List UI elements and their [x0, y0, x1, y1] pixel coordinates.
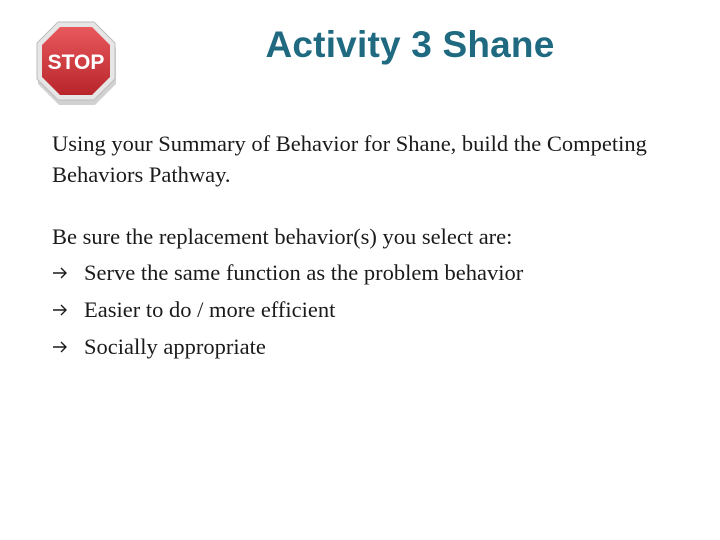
bullet-text: Socially appropriate: [84, 334, 266, 359]
bullet-arrow-icon: [52, 340, 84, 354]
criteria-intro: Be sure the replacement behavior(s) you select are:: [52, 224, 513, 249]
bullet-text: Easier to do / more efficient: [84, 297, 336, 322]
list-item: [52, 254, 682, 291]
stop-sign-label: STOP: [47, 51, 105, 74]
bullet-text: Serve the same function as the problem behavior: [84, 260, 524, 285]
bullet-arrow-icon: [52, 303, 84, 317]
instruction-paragraph: Using your Summary of Behavior for Shane, build the Competing Behaviors Pathway.: [52, 131, 647, 187]
list-item: [52, 291, 682, 328]
criteria-list: [52, 254, 682, 365]
slide-body: [52, 128, 682, 365]
bullet-arrow-icon: [52, 266, 84, 280]
stop-sign-icon: [33, 19, 119, 105]
list-item: [52, 328, 682, 365]
slide-title: Activity 3 Shane: [265, 24, 555, 65]
